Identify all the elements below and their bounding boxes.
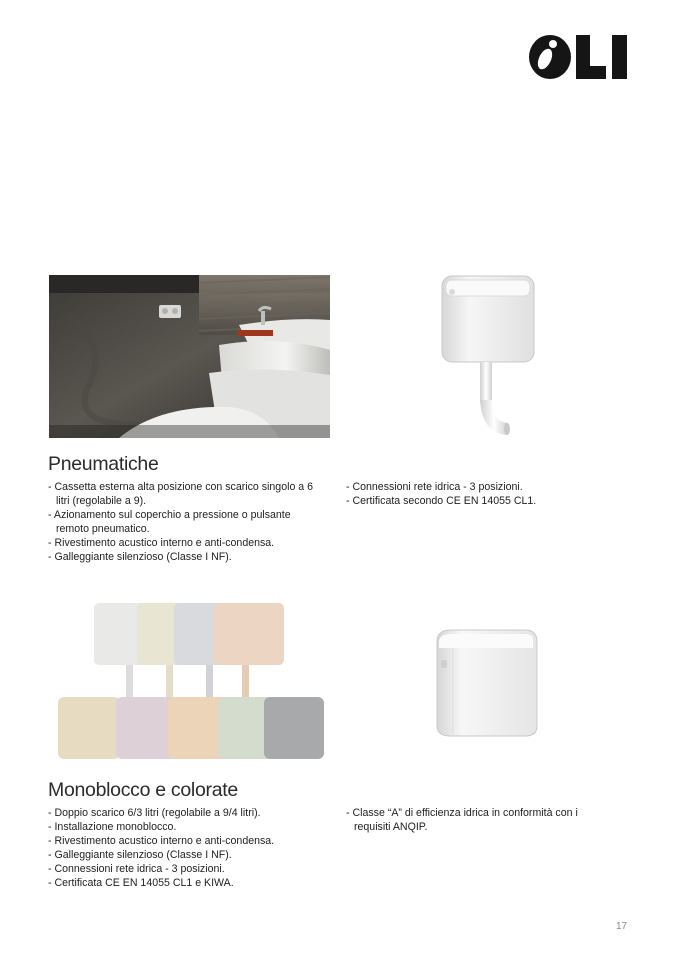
list-item: - Connessioni rete idrica - 3 posizioni. bbox=[48, 862, 320, 876]
colored-cisterns-photo bbox=[54, 601, 326, 761]
section-title-pneumatiche: Pneumatiche bbox=[48, 453, 159, 475]
bathroom-photo bbox=[49, 275, 330, 438]
list-item: - Doppio scarico 6/3 litri (regolabile a 9/4 litri). bbox=[48, 806, 320, 820]
monoblock-cistern-photo bbox=[433, 626, 541, 740]
section-monoblocco-list-1 bbox=[48, 806, 320, 890]
list-item: - Azionamento sul coperchio a pressione o pulsante remoto pneumatico. bbox=[48, 508, 320, 536]
list-item: - Cassetta esterna alta posizione con scarico singolo a 6 litri (regolabile a 9). bbox=[48, 480, 320, 508]
page-number: 17 bbox=[616, 921, 628, 932]
section-pneumatiche-list-2 bbox=[346, 480, 606, 508]
section-title-monoblocco: Monoblocco e colorate bbox=[48, 779, 238, 801]
list-item: - Classe “A” di efficienza idrica in conformità con i requisiti ANQIP. bbox=[346, 806, 596, 834]
list-item: - Rivestimento acustico interno e anti-condensa. bbox=[48, 536, 320, 550]
cistern-photo bbox=[436, 272, 540, 442]
section-pneumatiche-list-1 bbox=[48, 480, 320, 564]
list-item: - Certificata secondo CE EN 14055 CL1. bbox=[346, 494, 606, 508]
list-item: - Certificata CE EN 14055 CL1 e KIWA. bbox=[48, 876, 320, 890]
section-monoblocco-list-2 bbox=[346, 806, 596, 834]
list-item: - Galleggiante silenzioso (Classe I NF). bbox=[48, 848, 320, 862]
list-item: - Installazione monoblocco. bbox=[48, 820, 320, 834]
oli-logo bbox=[528, 30, 632, 82]
list-item: - Galleggiante silenzioso (Classe I NF). bbox=[48, 550, 320, 564]
list-item: - Rivestimento acustico interno e anti-condensa. bbox=[48, 834, 320, 848]
list-item: - Connessioni rete idrica - 3 posizioni. bbox=[346, 480, 606, 494]
